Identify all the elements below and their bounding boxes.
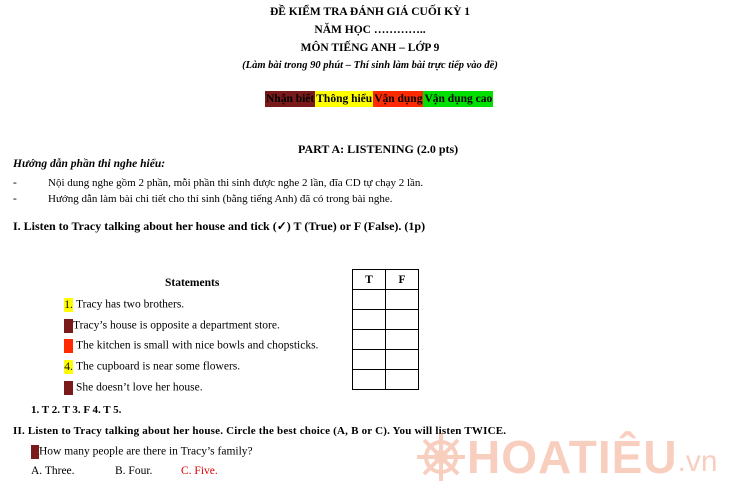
col-true-header: T bbox=[353, 270, 386, 290]
statement-text: Tracy has two brothers. bbox=[76, 298, 185, 311]
section-2-instruction: II. Listen to Tracy talking about her house. Circle the best choice (A, B or C). You will listen TWICE. bbox=[13, 425, 507, 437]
answer-cell-t[interactable] bbox=[353, 310, 386, 330]
answer-key: 1. T 2. T 3. F 4. T 5. bbox=[31, 404, 122, 416]
legend-comprehension: Thông hiểu bbox=[316, 93, 373, 105]
part-a-title: PART A: LISTENING (2.0 pts) bbox=[298, 142, 459, 156]
answer-cell-t[interactable] bbox=[353, 370, 386, 390]
level-legend bbox=[265, 91, 493, 107]
legend-application: Vận dụng bbox=[374, 93, 423, 105]
level-marker bbox=[64, 381, 73, 395]
guide-title: Hướng dẫn phần thi nghe hiểu: bbox=[13, 158, 166, 170]
watermark-brand: HOATIÊU bbox=[467, 431, 678, 483]
guide-item-2: Hướng dẫn làm bài chi tiết cho thí sinh (bằng tiếng Anh) đã có trong bài nghe. bbox=[48, 193, 393, 205]
guide-bullet: - bbox=[13, 177, 17, 189]
answer-cell-f[interactable] bbox=[386, 350, 419, 370]
question-text: How many people are there in Tracy’s family? bbox=[39, 445, 253, 458]
statement-text: Tracy’s house is opposite a department store. bbox=[73, 319, 280, 332]
answer-cell-t[interactable] bbox=[353, 350, 386, 370]
answer-cell-f[interactable] bbox=[386, 370, 419, 390]
statement-text: The cupboard is near some flowers. bbox=[76, 360, 241, 373]
option-c[interactable]: C. Five. bbox=[181, 465, 218, 477]
level-marker bbox=[64, 319, 73, 333]
guide-bullet: - bbox=[13, 193, 17, 205]
statement-text: She doesn’t love her house. bbox=[76, 381, 203, 394]
guide-item-1: Nội dung nghe gồm 2 phần, mỗi phần thi sinh được nghe 2 lần, đĩa CD tự chạy 2 lần. bbox=[48, 177, 424, 189]
ship-wheel-icon bbox=[415, 431, 467, 483]
answer-cell-f[interactable] bbox=[386, 310, 419, 330]
question-row bbox=[31, 445, 253, 459]
level-marker bbox=[31, 445, 39, 459]
statement-row bbox=[64, 298, 184, 312]
answer-cell-t[interactable] bbox=[353, 290, 386, 310]
exam-note: (Làm bài trong 90 phút – Thí sinh làm bài trực tiếp vào đề) bbox=[242, 60, 498, 71]
level-marker: 1. bbox=[64, 299, 73, 311]
section-1-instruction: I. Listen to Tracy talking about her house and tick (✓) T (True) or F (False). (1p) bbox=[13, 219, 426, 233]
subject-line: MÔN TIẾNG ANH – LỚP 9 bbox=[300, 42, 440, 54]
statement-row bbox=[64, 319, 280, 333]
statements-header: Statements bbox=[165, 277, 220, 289]
school-year: NĂM HỌC ………….. bbox=[314, 24, 426, 36]
level-marker: 4. bbox=[64, 361, 73, 373]
col-false-header: F bbox=[386, 270, 419, 290]
level-marker bbox=[64, 339, 73, 353]
statement-text: The kitchen is small with nice bowls and chopsticks. bbox=[76, 339, 319, 352]
statement-row bbox=[64, 339, 318, 353]
watermark bbox=[415, 430, 718, 484]
answer-cell-t[interactable] bbox=[353, 330, 386, 350]
true-false-table bbox=[352, 269, 419, 390]
legend-recognition: Nhận biết bbox=[266, 93, 315, 105]
answer-cell-f[interactable] bbox=[386, 330, 419, 350]
legend-high-application: Vận dụng cao bbox=[424, 93, 493, 105]
statement-row bbox=[64, 360, 240, 374]
watermark-suffix: .vn bbox=[677, 445, 718, 478]
answer-cell-f[interactable] bbox=[386, 290, 419, 310]
statement-row bbox=[64, 381, 203, 395]
option-b[interactable]: B. Four. bbox=[115, 465, 153, 477]
option-a[interactable]: A. Three. bbox=[31, 465, 75, 477]
doc-title: ĐỀ KIỂM TRA ĐÁNH GIÁ CUỐI KỲ 1 bbox=[269, 6, 471, 18]
